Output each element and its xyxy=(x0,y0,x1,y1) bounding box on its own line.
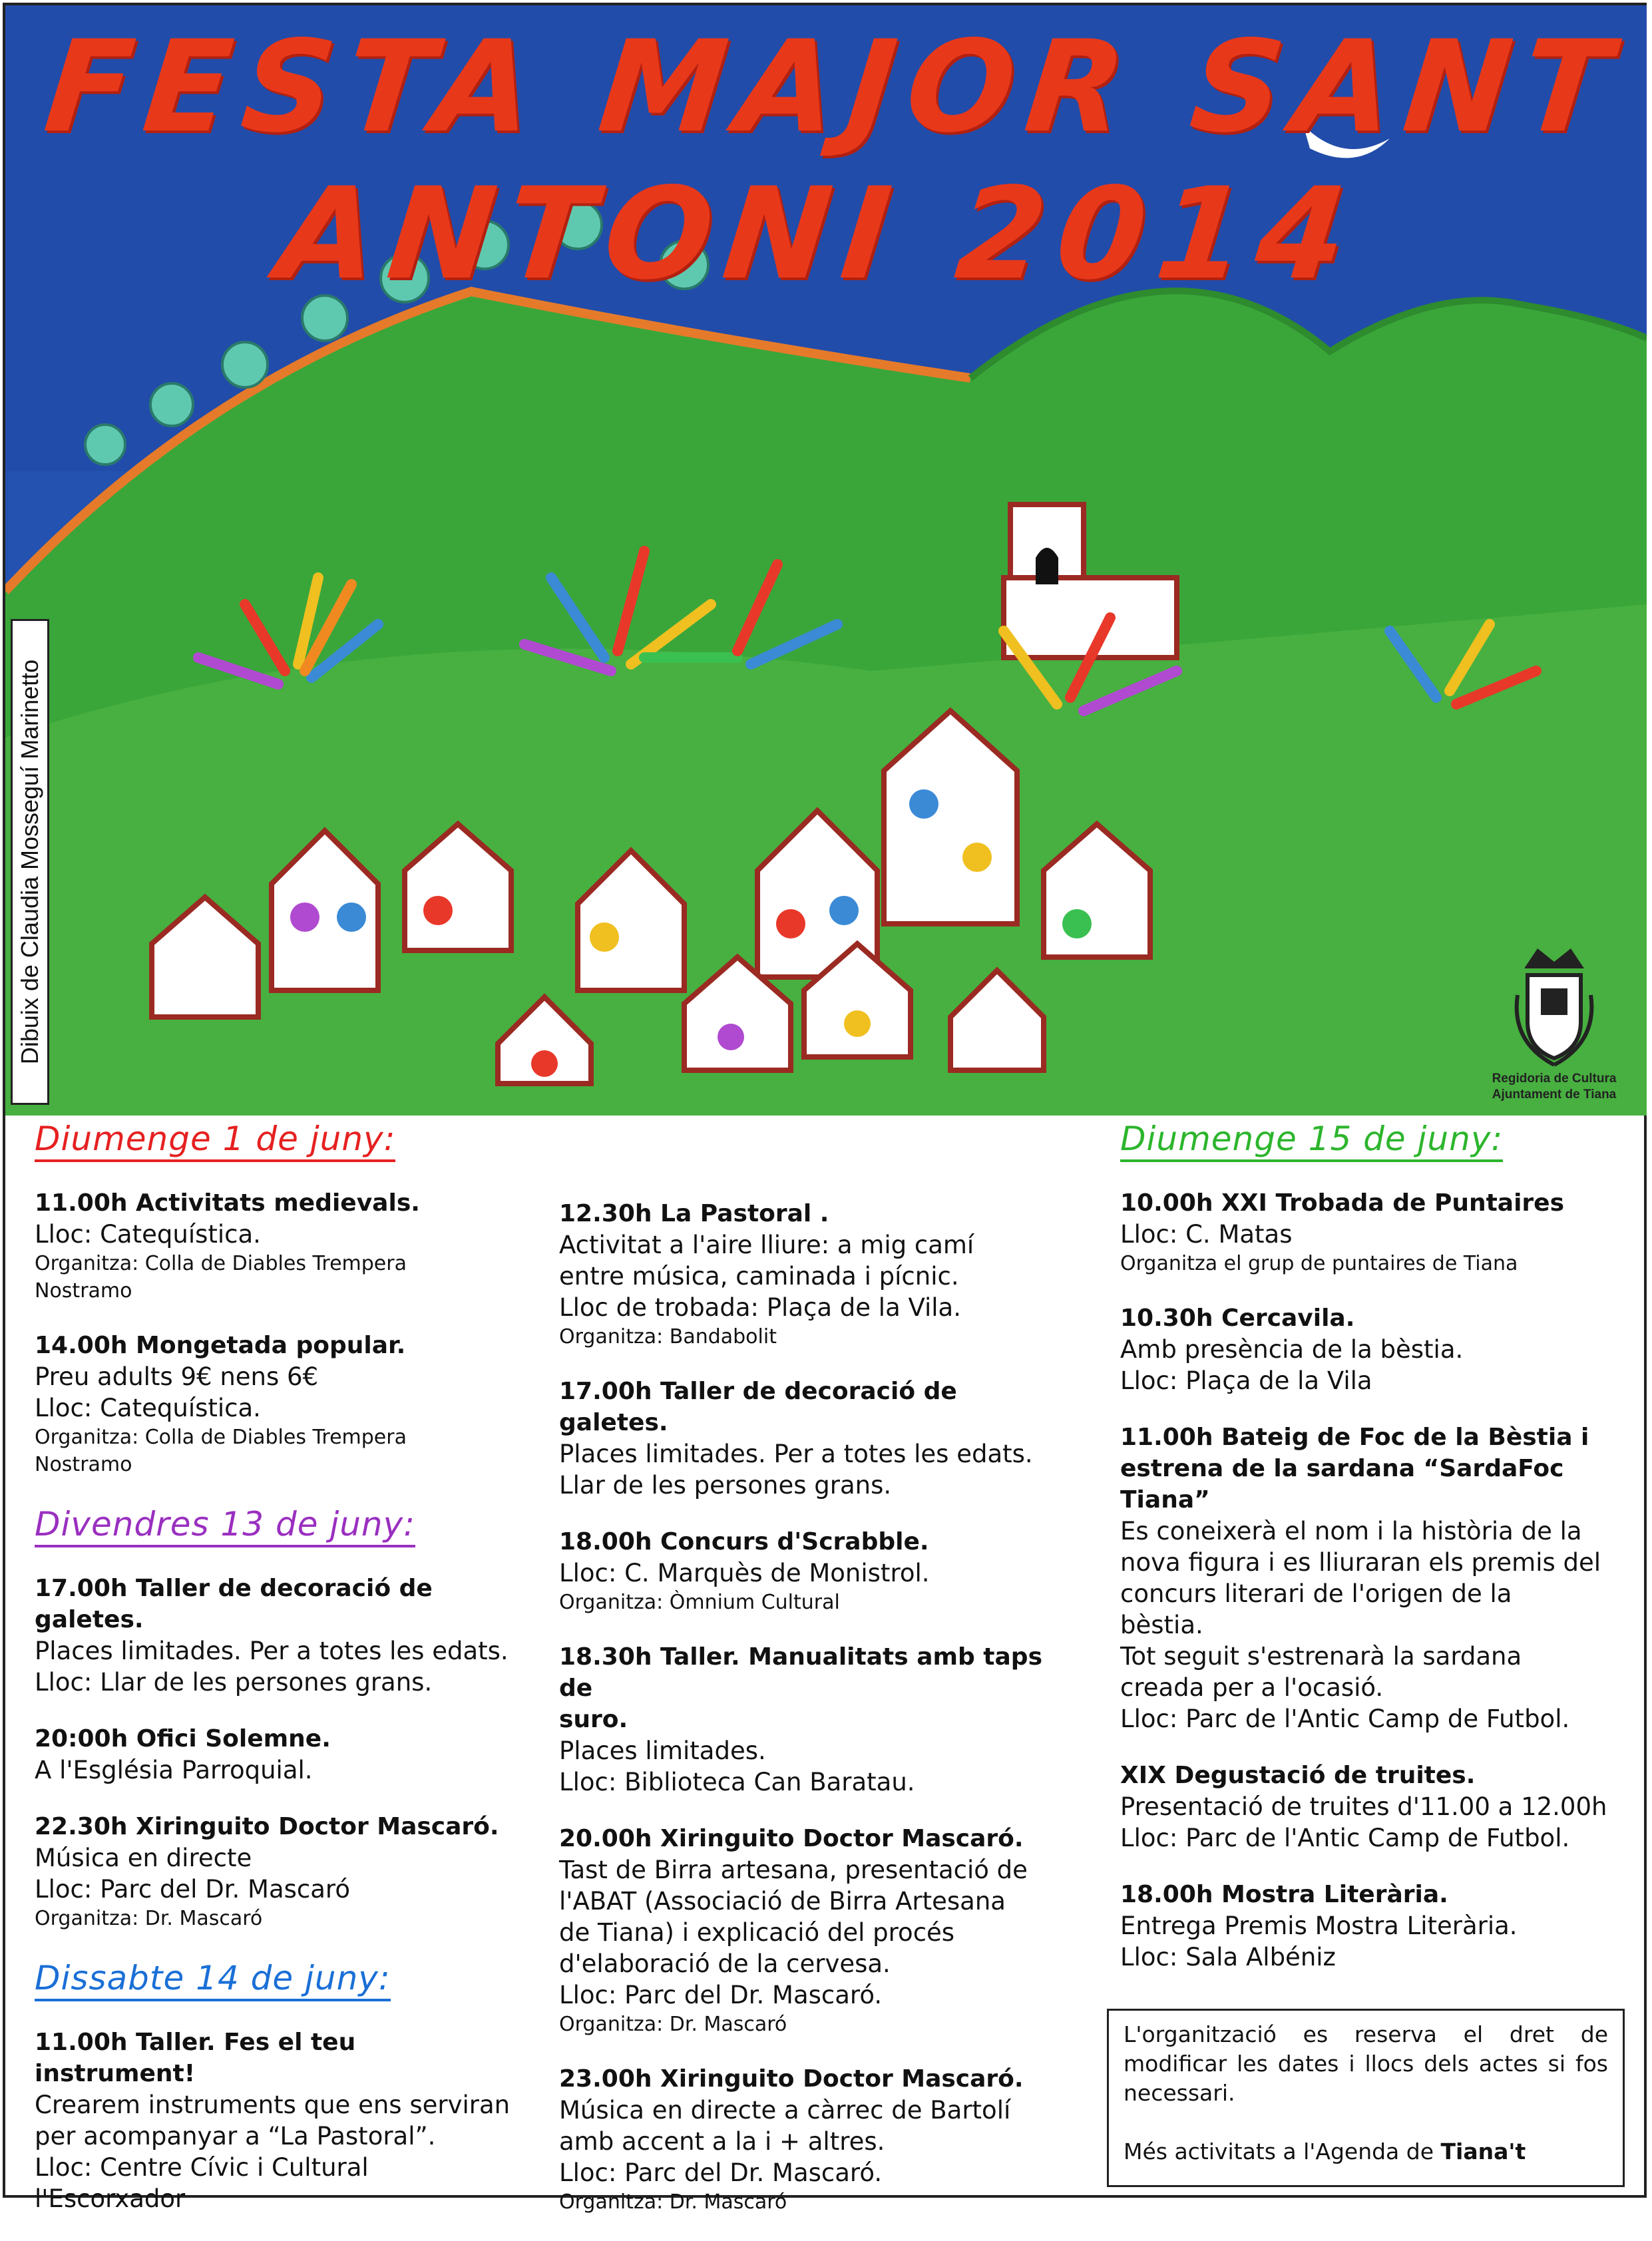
event-line: l'ABAT (Associació de Birra Artesana xyxy=(559,1887,1006,1916)
day-heading: Diumenge 15 de juny: xyxy=(1120,1118,1503,1162)
event xyxy=(35,2027,514,2214)
event xyxy=(35,1811,514,1932)
event-organizer: Organitza el grup de puntaires de Tiana xyxy=(1120,1252,1518,1275)
event-line: Activitat a l'aire lliure: a mig camí xyxy=(559,1231,974,1259)
event-title: XIX Degustació de truites. xyxy=(1120,1762,1476,1789)
event xyxy=(559,1376,1065,1501)
event-line: concurs literari de l'origen de la xyxy=(1120,1579,1512,1608)
event-line: de Tiana) i explicació del procés xyxy=(559,1918,955,1947)
event-organizer: Organitza: Colla de Diables Trempera xyxy=(35,1252,407,1275)
event xyxy=(1120,1187,1626,1277)
event-line: Lloc: C. Marquès de Monistrol. xyxy=(559,1559,930,1587)
event-line: Lloc: Sala Albéniz xyxy=(1120,1943,1336,1971)
event-line: l'Escorxador xyxy=(35,2184,186,2213)
event-line: creada per a l'ocasió. xyxy=(1120,1673,1384,1702)
event-line: Tot seguit s'estrenarà la sardana xyxy=(1120,1642,1522,1671)
event-title: 20:00h Ofici Solemne. xyxy=(35,1725,331,1752)
event-line: Places limitades. Per a totes les edats. xyxy=(559,1440,1033,1468)
event-line: entre música, caminada i pícnic. xyxy=(559,1262,959,1291)
event-title: 10.30h Cercavila. xyxy=(1120,1305,1355,1332)
event-title: 17.00h Taller de decoració de galetes. xyxy=(35,1575,433,1633)
event-organizer: Organitza: Colla de Diables Trempera xyxy=(35,1426,407,1449)
event-title: Tiana” xyxy=(1120,1486,1210,1514)
event-title: 10.00h XXI Trobada de Puntaires xyxy=(1120,1189,1565,1217)
event-line: Preu adults 9€ nens 6€ xyxy=(35,1362,319,1391)
event-line: Música en directe a càrrec de Bartolí xyxy=(559,2096,1011,2125)
event xyxy=(1120,1879,1626,1973)
event-line: Lloc de trobada: Plaça de la Vila. xyxy=(559,1293,961,1322)
event-line: Crearem instruments que ens serviran xyxy=(35,2091,511,2119)
event-organizer: Organitza: Òmnium Cultural xyxy=(559,1591,840,1614)
event-line: Lloc: Catequística. xyxy=(35,1220,261,1249)
event-line: Lloc: Llar de les persones grans. xyxy=(35,1668,433,1697)
event-organizer: Organitza: Bandabolit xyxy=(559,1325,777,1348)
event xyxy=(35,1573,514,1698)
event-line: Tast de Birra artesana, presentació de xyxy=(559,1856,1028,1884)
event-line: Es coneixerà el nom i la història de la xyxy=(1120,1517,1582,1545)
event xyxy=(559,1641,1065,1798)
event-title: 23.00h Xiringuito Doctor Mascaró. xyxy=(559,2065,1024,2093)
event-line: Música en directe xyxy=(35,1844,252,1872)
event-line: Lloc: Centre Cívic i Cultural xyxy=(35,2153,369,2182)
event-line: Places limitades. xyxy=(559,1736,766,1765)
event-line: Llar de les persones grans. xyxy=(559,1471,892,1500)
event-title: 22.30h Xiringuito Doctor Mascaró. xyxy=(35,1813,499,1840)
event-line: Lloc: Parc del Dr. Mascaró. xyxy=(559,1981,883,2009)
event-title: 18.00h Concurs d'Scrabble. xyxy=(559,1528,929,1555)
coat-of-arms-icon xyxy=(1504,942,1604,1068)
day-heading: Divendres 13 de juny: xyxy=(35,1504,415,1547)
event-title: 11.00h Bateig de Foc de la Bèstia i xyxy=(1120,1424,1589,1451)
event xyxy=(559,1823,1065,2038)
day-heading: Diumenge 1 de juny: xyxy=(35,1118,395,1162)
event-title: 12.30h La Pastoral . xyxy=(559,1200,829,1227)
notice-box xyxy=(1107,2009,1625,2187)
event-line: Lloc: Parc del Dr. Mascaró. xyxy=(559,2158,883,2187)
event-line: amb accent a la i + altres. xyxy=(559,2127,885,2156)
event-line: per acompanyar a “La Pastoral”. xyxy=(35,2122,436,2150)
event-line: Places limitades. Per a totes les edats. xyxy=(35,1637,509,1665)
event-organizer: Organitza: Dr. Mascaró xyxy=(559,2013,787,2036)
event-line: Amb presència de la bèstia. xyxy=(1120,1335,1464,1364)
event-organizer: Nostramo xyxy=(35,1453,132,1476)
event-line: A l'Església Parroquial. xyxy=(35,1756,313,1784)
event-line: Presentació de truites d'11.00 a 12.00h xyxy=(1120,1792,1607,1821)
event-title: 18.00h Mostra Literària. xyxy=(1120,1881,1448,1908)
illustration-credit xyxy=(11,619,49,1105)
schedule-column-3 xyxy=(1120,1118,1626,1998)
event-line: Lloc: Plaça de la Vila xyxy=(1120,1366,1372,1395)
event xyxy=(35,1723,514,1786)
notice-more xyxy=(1124,2137,1608,2166)
event-line: d'elaboració de la cervesa. xyxy=(559,1949,891,1978)
event-title: 14.00h Mongetada popular. xyxy=(35,1332,406,1359)
event xyxy=(1120,1303,1626,1396)
event-line: Lloc: Parc de l'Antic Camp de Futbol. xyxy=(1120,1824,1570,1852)
event-line: Lloc: Parc de l'Antic Camp de Futbol. xyxy=(1120,1705,1570,1733)
event-title: estrena de la sardana “SardaFoc xyxy=(1120,1455,1564,1482)
schedule-column-1 xyxy=(35,1118,514,2240)
event-line: Lloc: Biblioteca Can Baratau. xyxy=(559,1768,915,1796)
day-heading: Dissabte 14 de juny: xyxy=(35,1957,391,2001)
event-title: 20.00h Xiringuito Doctor Mascaró. xyxy=(559,1825,1024,1852)
schedule-column-2 xyxy=(559,1198,1065,2241)
crest-caption-2: Ajuntament de Tiana xyxy=(1492,1088,1617,1102)
event-line: bèstia. xyxy=(1120,1611,1203,1639)
event-organizer: Organitza: Dr. Mascaró xyxy=(35,1907,263,1930)
credit-text: Dibuix de Claudia Mosseguí Marinetto xyxy=(16,659,43,1065)
event xyxy=(35,1330,514,1478)
event-line: nova figura i es lliuraran els premis del xyxy=(1120,1548,1601,1577)
event-line: Lloc: Parc del Dr. Mascaró xyxy=(35,1875,350,1904)
event xyxy=(35,1187,514,1305)
event xyxy=(559,2063,1065,2216)
event-title: 11.00h Taller. Fes el teu instrument! xyxy=(35,2029,356,2087)
event-title: 11.00h Activitats medievals. xyxy=(35,1189,420,1217)
event-title: 18.30h Taller. Manualitats amb taps de xyxy=(559,1643,1042,1702)
poster-title: FESTA MAJOR SANT ANTONI 2014 xyxy=(39,13,1629,307)
event xyxy=(1120,1760,1626,1854)
event xyxy=(559,1198,1065,1350)
notice-more-prefix: Més activitats a l'Agenda de xyxy=(1124,2139,1441,2164)
event-organizer: Nostramo xyxy=(35,1279,132,1303)
crest xyxy=(1481,942,1627,1121)
event-line: Lloc: C. Matas xyxy=(1120,1220,1293,1249)
notice-more-link: Tiana't xyxy=(1440,2139,1526,2164)
event xyxy=(1120,1422,1626,1734)
event-line: Lloc: Catequística. xyxy=(35,1394,261,1422)
event-organizer: Organitza: Dr. Mascaró xyxy=(559,2190,787,2214)
crest-caption-1: Regidoria de Cultura xyxy=(1492,1072,1617,1086)
event xyxy=(559,1526,1065,1616)
event-title: 17.00h Taller de decoració de galetes. xyxy=(559,1378,957,1436)
notice-text: L'organització es reserva el dret de modificar les dates i llocs dels actes si fos necessari. xyxy=(1124,2021,1608,2106)
event-line: Entrega Premis Mostra Literària. xyxy=(1120,1912,1518,1940)
event-title: suro. xyxy=(559,1706,628,1733)
